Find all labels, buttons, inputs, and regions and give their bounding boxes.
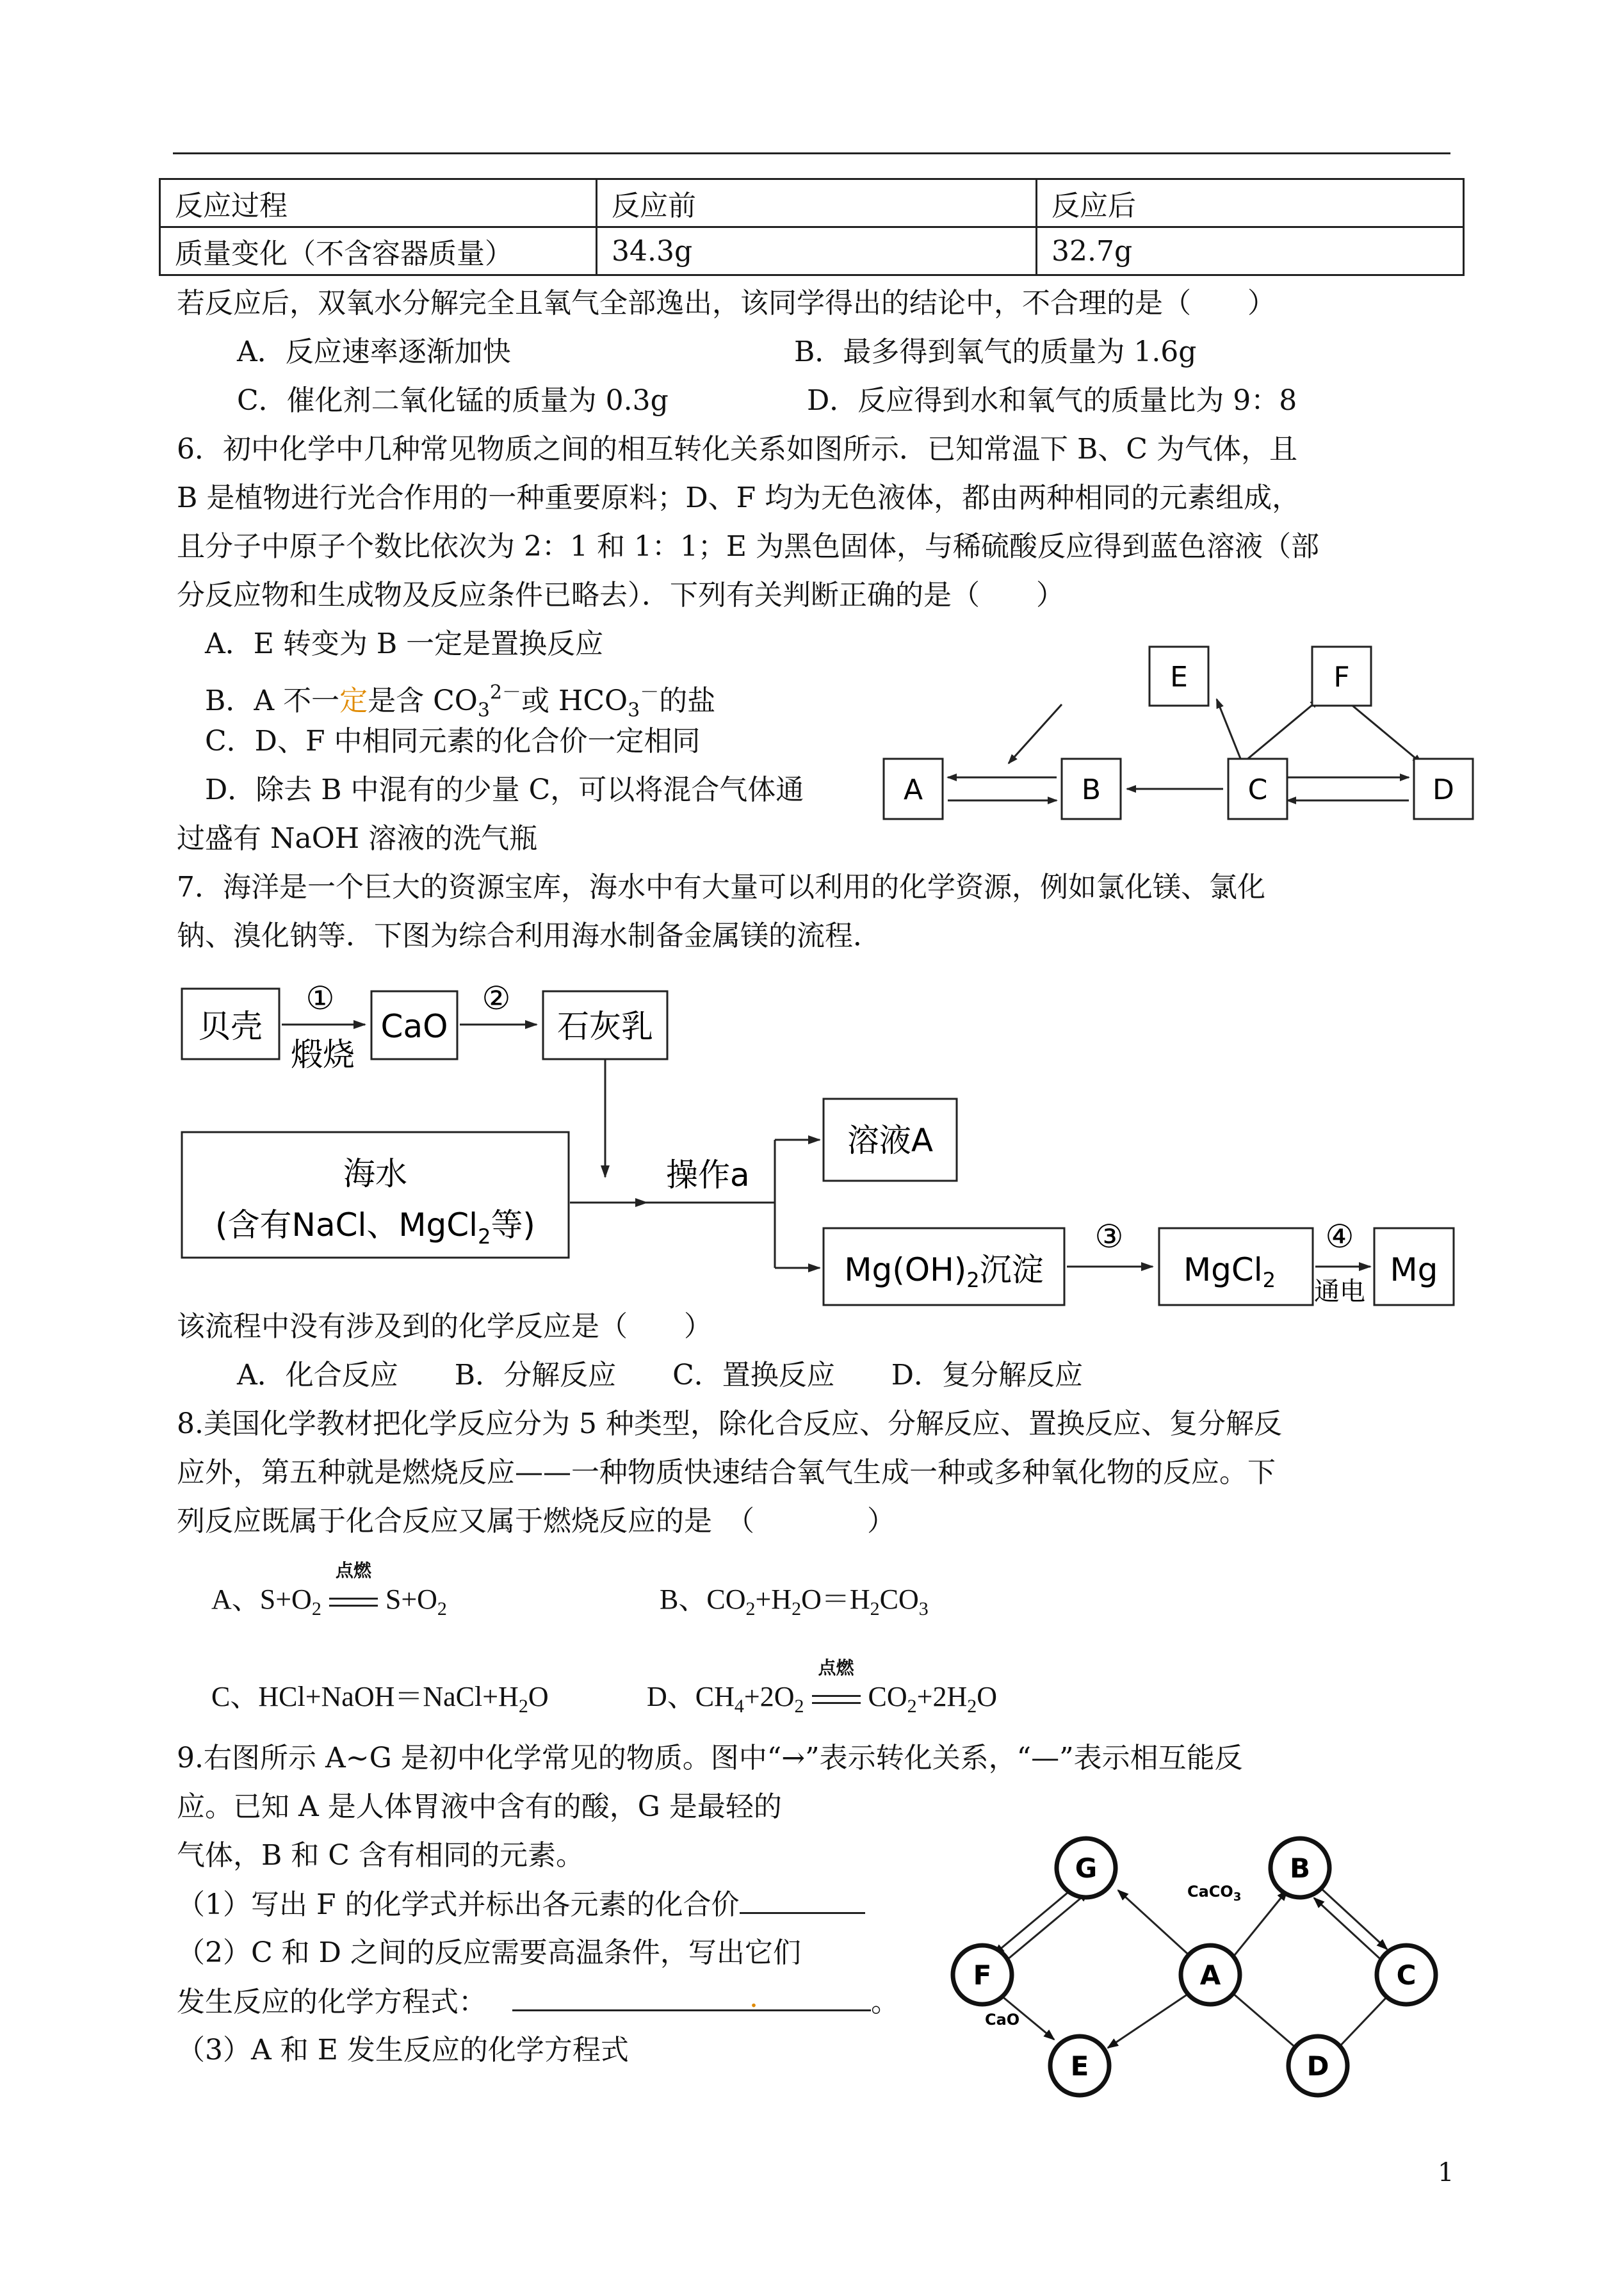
q8-option-a: A、$S+O_2$ 点燃 $S+O_2$ [211,1582,447,1627]
table-cell: 32.7g [1037,227,1464,275]
node-e-label: E [1170,661,1188,693]
q6-option-b: B．A 不一定是含 $CO_3^{2-}$或 $HCO_3^-$的盐 [205,681,716,722]
arrow-a-to-e [1108,1993,1190,2048]
q9-line3: 气体，B 和 C 含有相同的元素。 [177,1839,584,1872]
table-header-cell: 反应过程 [160,179,597,227]
q8-line2: 应外，第五种就是燃烧反应——一种物质快速结合氧气生成一种或多种氧化物的反应。下 [177,1456,1276,1489]
q7-options: A．化合反应 B．分解反应 C．置换反应 D．复分解反应 [237,1359,1084,1391]
node-c-label: C [1247,774,1268,806]
q5-option-a: A．反应速率逐渐加快 [237,336,511,368]
arrow-f-to-g [1003,1892,1089,1963]
step1-label: ① [305,980,335,1017]
q6-line3: 且分子中原子个数比依次为 2：1 和 1：1；E 为黑色固体，与稀硫酸反应得到蓝色溶液（部 [177,530,1320,563]
q9-line1: 9.右图所示 A~G 是初中化学常见的物质。图中“→”表示转化关系，“—”表示相互能反 [177,1742,1243,1774]
node-c-label: C [1396,1959,1417,1991]
table-header-cell: 反应后 [1037,179,1464,227]
q5-option-c: C．催化剂二氧化锰的质量为 0.3g [237,384,669,417]
ignite-label: 点燃 [818,1658,854,1678]
page-number: 1 [1438,2158,1454,2187]
node-a-label: A [1199,1959,1221,1991]
node-d-label: D [1433,774,1454,806]
q5-option-b: B．最多得到氧气的质量为 1.6g [794,336,1197,368]
q7-stem: 该流程中没有涉及到的化学反应是（ ） [177,1310,712,1343]
node-d-label: D [1306,2050,1329,2082]
seawater-content-label: (含有NaCl、MgCl$_2$等) [215,1206,535,1249]
node-f-label: F [973,1959,992,1991]
cao-label: CaO [380,1008,448,1045]
q8-option-b: B、$CO_2+H_2O=H_2CO_3$ [660,1584,929,1619]
step3-label: ③ [1094,1218,1124,1255]
q6-transformation-diagram [877,621,1486,845]
arrow-b-to-c [1322,1889,1387,1949]
line-a-d [1232,1993,1297,2049]
mgcl2-label: MgCl$_2$ [1183,1251,1276,1292]
step2-label: ② [482,980,511,1017]
q6-line1: 6．初中化学中几种常见物质之间的相互转化关系如图所示．已知常温下 B、C 为气体，且 [177,433,1297,466]
q6-option-c: C．D、F 中相同元素的化合价一定相同 [205,725,701,758]
arrow-a-to-g [1118,1890,1192,1958]
q8-option-c: C、$HCl+NaOH=NaCl+H_2O$ [211,1681,549,1717]
q8-option-d: D、$CH_4+2O_2$ 点燃 $CO_2+2H_2O$ [647,1679,997,1724]
table-cell: 质量变化（不含容器质量） [160,227,597,275]
arrow-c-to-b [1314,1898,1379,1958]
arrow-g-to-f [994,1883,1080,1954]
node-e-label: E [1070,2050,1089,2082]
node-a-label: A [903,774,923,806]
line-c-d [1336,1995,1388,2050]
q8-line1: 8.美国化学教材把化学反应分为 5 种类型，除化合反应、分解反应、置换反应、复分解反 [177,1407,1282,1440]
q9-substance-diagram [929,1819,1454,2113]
q6-option-d-line1: D．除去 B 中混有的少量 C，可以将混合气体通 [205,774,804,806]
shell-label: 贝壳 [199,1008,263,1045]
node-b-label: B [1081,774,1101,806]
q5-option-d: D．反应得到水和氧气的质量比为 9：8 [807,384,1297,417]
mg-label: Mg [1390,1251,1438,1288]
arrow-f-to-d [1345,699,1422,763]
step4-label: ④ [1325,1218,1354,1255]
seawater-label: 海水 [343,1155,407,1192]
arrow-c-to-e [1217,699,1242,763]
table-cell: 34.3g [597,227,1037,275]
table-header-cell: 反应前 [597,179,1037,227]
q6-line2: B 是植物进行光合作用的一种重要原料；D、F 均为无色液体，都由两种相同的元素组成， [177,482,1301,514]
table-row [160,227,1464,275]
q7-line2: 钠、溴化钠等．下图为综合利用海水制备金属镁的流程． [177,920,881,952]
ignite-label: 点燃 [335,1561,371,1581]
cao-label: CaO [985,2011,1020,2029]
q5-stem: 若反应后，双氧水分解完全且氧气全部逸出，该同学得出的结论中，不合理的是（ ） [177,287,1276,320]
q8-line3: 列反应既属于化合反应又属于燃烧反应的是 （ ） [177,1505,895,1537]
q9-part1: （1）写出 F 的化学式并标出各元素的化合价 [177,1886,865,1923]
header-rule [173,152,1450,154]
q9-part2-line2: 发生反应的化学方程式： . 。 [177,1981,899,2018]
q7-line1: 7．海洋是一个巨大的资源宝库，海水中有大量可以利用的化学资源，例如氯化镁、氯化 [177,871,1265,904]
node-g-label: G [1075,1853,1098,1884]
operation-a-label: 操作a [666,1156,750,1194]
arrow-e-to-b [1009,704,1062,763]
arrow-c-to-f [1242,699,1319,763]
mgoh2-label: $Mg(OH)_2$沉淀 [844,1251,1044,1292]
q9-part3: （3）A 和 E 发生反应的化学方程式 [177,2034,629,2066]
q6-option-d-line2: 过盛有 NaOH 溶液的洗气瓶 [177,822,538,855]
q7-magnesium-flowchart [173,973,1460,1306]
electrolysis-label: 通电 [1314,1277,1365,1306]
calcine-label: 煅烧 [291,1036,355,1073]
q6-option-a: A．E 转变为 B 一定是置换反应 [205,628,604,660]
caco3-label: CaCO$_3$ [1187,1883,1242,1904]
lime-milk-label: 石灰乳 [557,1008,653,1045]
q6-line4: 分反应物和生成物及反应条件已略去）．下列有关判断正确的是（ ） [177,579,1064,612]
table-header-row [160,179,1464,227]
node-f-label: F [1333,661,1350,693]
node-b-label: B [1289,1853,1311,1884]
mass-change-table [159,178,1465,276]
solution-a-label: 溶液A [847,1122,934,1159]
q9-line2: 应。已知 A 是人体胃液中含有的酸，G 是最轻的 [177,1790,782,1823]
q9-part2-line1: （2）C 和 D 之间的反应需要高温条件，写出它们 [177,1936,801,1969]
